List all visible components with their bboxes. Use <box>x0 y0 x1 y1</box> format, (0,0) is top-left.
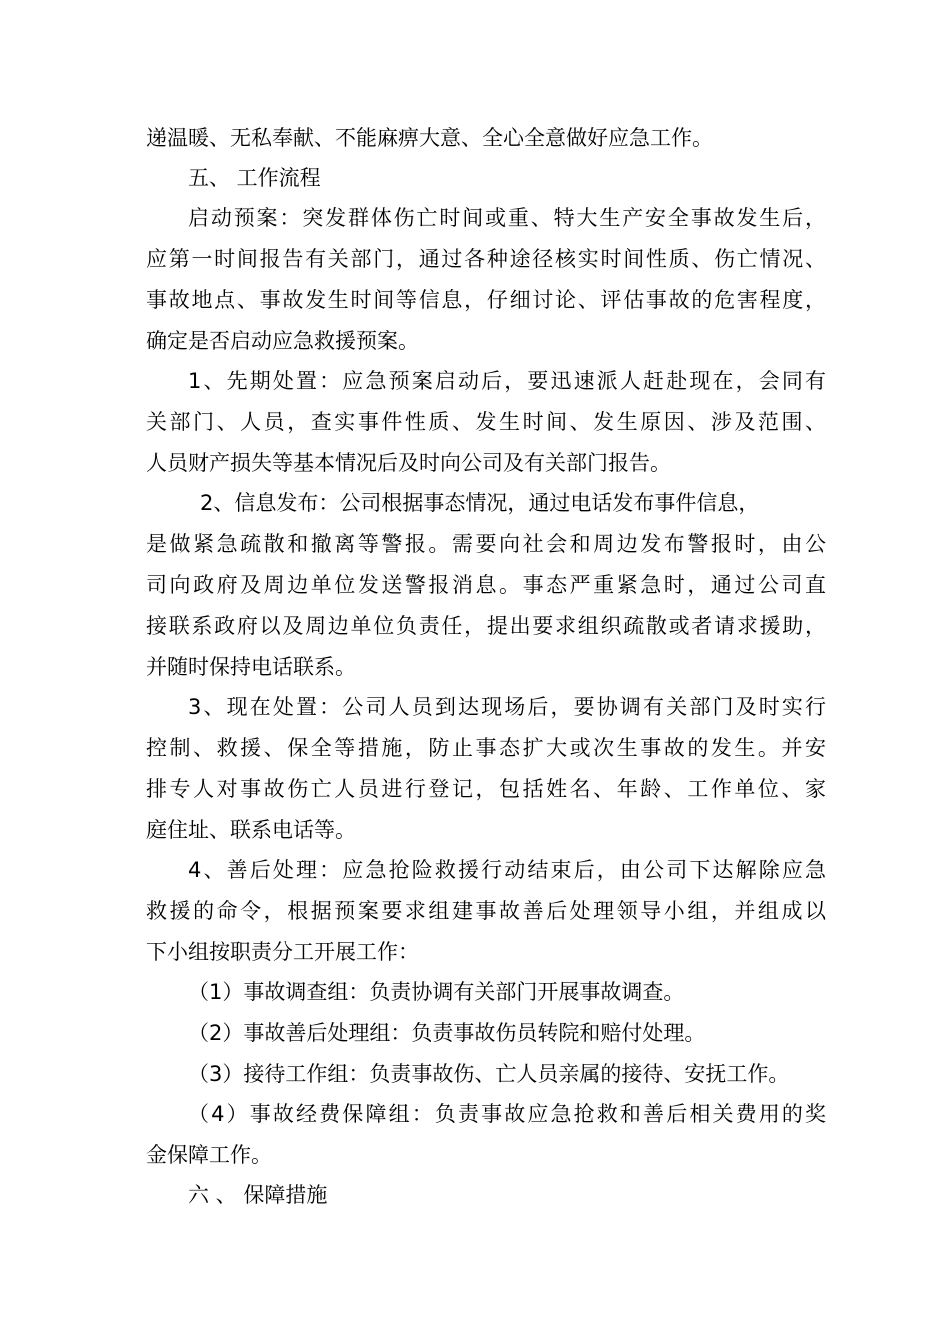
text-line: 3、现在处置：公司人员到达现场后，要协调有关部门及时实行 <box>188 695 826 719</box>
text-line: 启动预案：突发群体伤亡时间或重、特大生产安全事故发生后， <box>188 206 826 230</box>
text-line: 救援的命令，根据预案要求组建事故善后处理领导小组，并组成以 <box>146 899 826 923</box>
text-line: 是做紧急疏散和撤离等警报。需要向社会和周边发布警报时，由公 <box>146 532 826 556</box>
text-line: 关部门、人员，查实事件性质、发生时间、发生原因、涉及范围、 <box>146 410 826 434</box>
text-line: 下小组按职责分工开展工作： <box>146 940 419 964</box>
text-line: 1、先期处置：应急预案启动后，要迅速派人赶赴现在，会同有 <box>188 369 826 393</box>
list-item: （3）接待工作组：负责事故伤、亡人员亲属的接待、安抚工作。 <box>188 1062 790 1086</box>
text-line: 接联系政府以及周边单位负责任，提出要求组织疏散或者请求援助， <box>146 614 826 638</box>
text-line: 庭住址、联系电话等。 <box>146 818 356 842</box>
section-heading-6: 六 、 保障措施 <box>188 1183 328 1207</box>
text-line: 递温暖、无私奉献、不能麻痹大意、全心全意做好应急工作。 <box>146 126 713 150</box>
text-line: 金保障工作。 <box>146 1143 272 1167</box>
text-line: 人员财产损失等基本情况后及时向公司及有关部门报告。 <box>146 451 671 475</box>
section-heading-5: 五、 工作流程 <box>188 166 321 190</box>
text-line: 确定是否启动应急救援预案。 <box>146 329 419 353</box>
list-item: （4）事故经费保障组：负责事故应急抢救和善后相关费用的奖 <box>188 1102 826 1126</box>
list-item: （2）事故善后处理组：负责事故伤员转院和赔付处理。 <box>188 1021 706 1045</box>
text-line: 2、信息发布：公司根据事态情况，通过电话发布事件信息， <box>200 491 760 515</box>
text-line: 应第一时间报告有关部门，通过各种途径核实时间性质、伤亡情况、 <box>146 247 826 271</box>
text-line: 排专人对事故伤亡人员进行登记，包括姓名、年龄、工作单位、家 <box>146 777 826 801</box>
text-line: 4、善后处理：应急抢险救援行动结束后，由公司下达解除应急 <box>188 858 826 882</box>
text-line: 司向政府及周边单位发送警报消息。事态严重紧急时，通过公司直 <box>146 573 826 597</box>
text-line: 事故地点、事故发生时间等信息，仔细讨论、评估事故的危害程度， <box>146 288 826 312</box>
list-item: （1）事故调查组：负责协调有关部门开展事故调查。 <box>188 980 685 1004</box>
text-line: 并随时保持电话联系。 <box>146 655 356 679</box>
text-line: 控制、救援、保全等措施，防止事态扩大或次生事故的发生。并安 <box>146 736 826 760</box>
